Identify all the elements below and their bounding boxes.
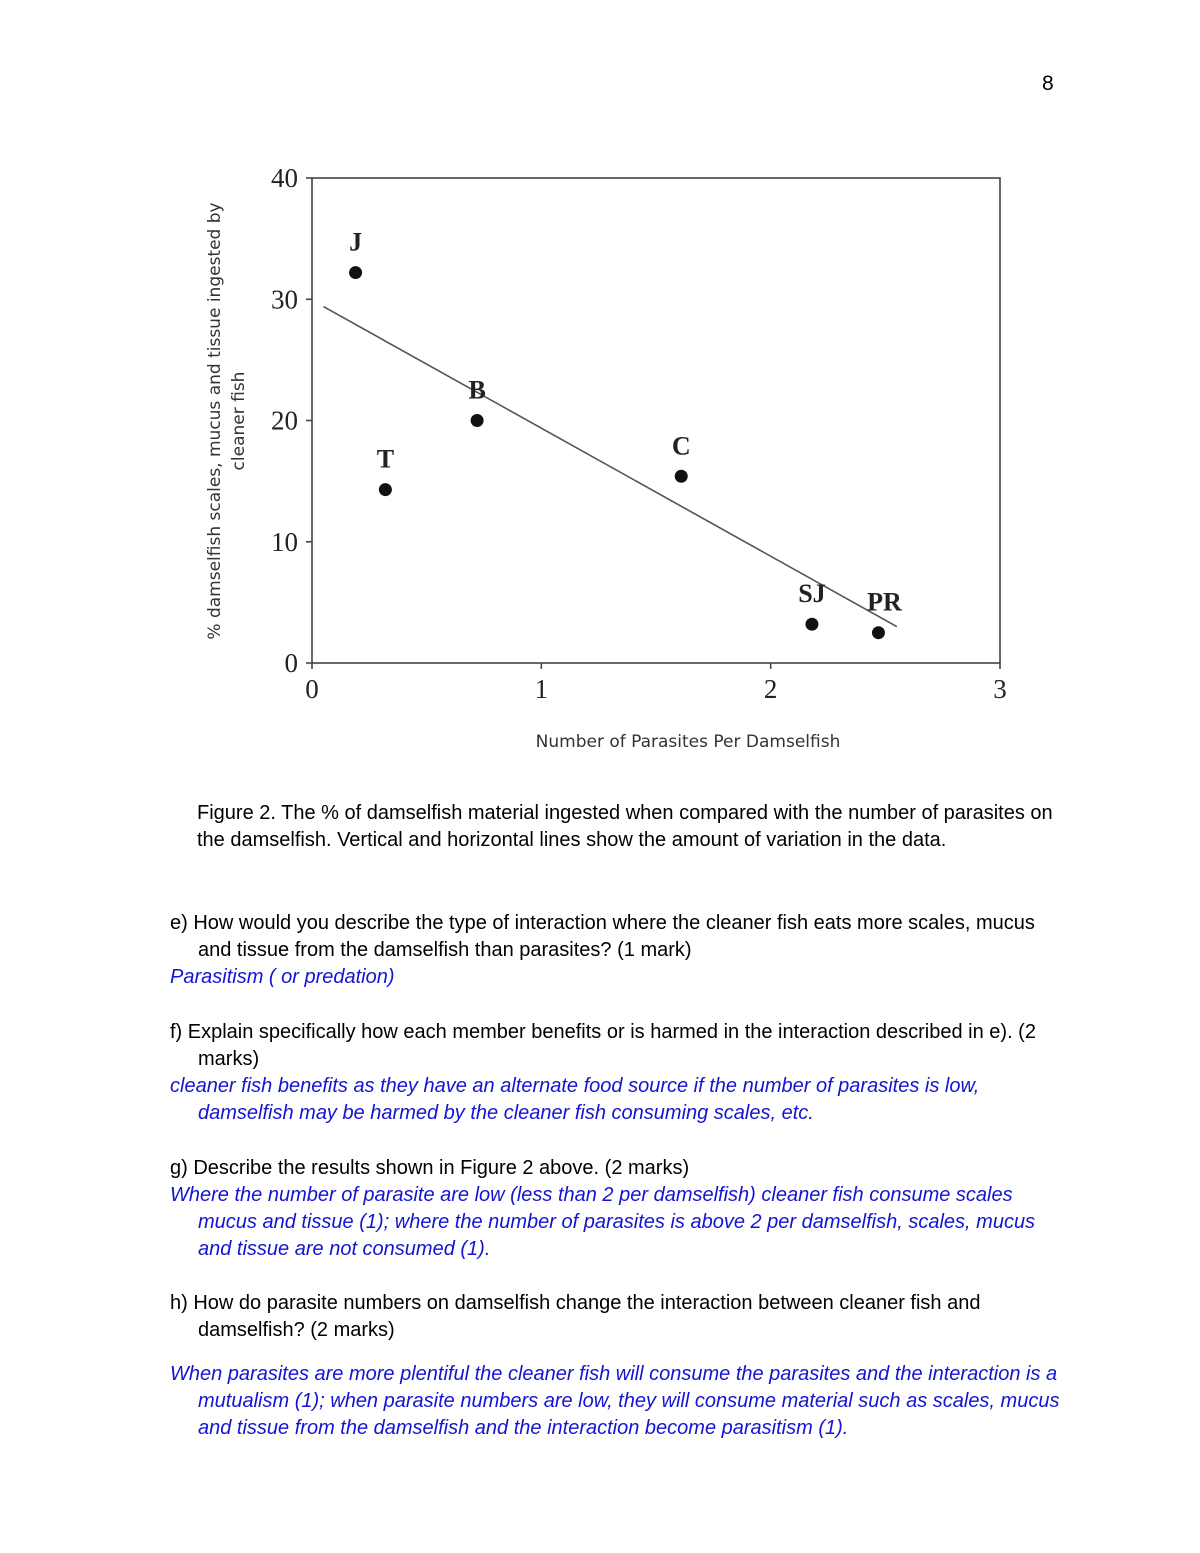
point-label-b: B [468, 375, 486, 405]
question-e-block [170, 910, 1070, 991]
answer-f: cleaner fish benefits as they have an alternate food source if the number of parasites is low, damselfish may be harmed by the cleaner fish consuming scales, etc. [170, 1075, 980, 1124]
answer-e: Parasitism ( or predation) [170, 966, 395, 988]
question-f: f) Explain specifically how each member benefits or is harmed in the interaction described in e). (2 marks) [170, 1021, 1036, 1070]
y-tick-label: 40 [271, 163, 298, 193]
point-label-c: C [671, 431, 691, 461]
question-g: g) Describe the results shown in Figure 2 above. (2 marks) [170, 1157, 690, 1179]
question-h-block [170, 1290, 1070, 1442]
point-label-j: J [349, 227, 363, 257]
point-label-sj: SJ [798, 579, 826, 609]
data-point-t [379, 483, 392, 496]
data-point-b [471, 414, 484, 427]
data-point-c [675, 470, 688, 483]
scatter-chart [180, 155, 1040, 755]
answer-g: Where the number of parasite are low (less than 2 per damselfish) cleaner fish consume scales mucus and tissue (1); where the number of parasites is above 2 per damselfish, scales, mucus and tissue are not consumed (1). [170, 1184, 1036, 1260]
question-h: h) How do parasite numbers on damselfish change the interaction between cleaner fish and damselfish? (2 marks) [170, 1292, 981, 1341]
page-number: 8 [1042, 72, 1054, 95]
point-label-pr: PR [867, 587, 902, 617]
answer-h: When parasites are more plentiful the cleaner fish will consume the parasites and the interaction is a mutualism (1); when parasite numbers are low, they will consume material such as scales, mucus and tissue from the damselfish and the interaction become parasitism (1). [170, 1363, 1060, 1439]
y-axis-label-line-1: % damselfish scales, mucus and tissue ingested by [205, 202, 225, 640]
data-point-pr [872, 626, 885, 639]
data-point-sj [805, 618, 818, 631]
x-tick-label: 2 [763, 674, 778, 704]
y-axis-label-line-2: cleaner fish [229, 371, 249, 471]
y-tick-label: 0 [284, 648, 298, 678]
y-tick-label: 10 [271, 526, 298, 557]
data-point-j [349, 266, 362, 279]
question-f-block [170, 1019, 1070, 1127]
question-e: e) How would you describe the type of interaction where the cleaner fish eats more scales, mucus and tissue from the damselfish than parasites? (1 mark) [170, 912, 1035, 961]
x-tick-label: 1 [534, 674, 549, 704]
x-tick-label: 0 [305, 674, 319, 704]
y-tick-label: 20 [271, 405, 298, 436]
x-tick-label: 3 [993, 674, 1007, 704]
y-tick-label: 30 [271, 284, 298, 315]
point-label-t: T [376, 444, 395, 474]
question-g-block [170, 1155, 1070, 1263]
x-axis-label: Number of Parasites Per Damselfish [535, 732, 841, 752]
figure-caption: Figure 2. The % of damselfish material ingested when compared with the number of parasites on the damselfish. Vertical and horizontal lines show the amount of variation in the data. [197, 802, 1053, 851]
